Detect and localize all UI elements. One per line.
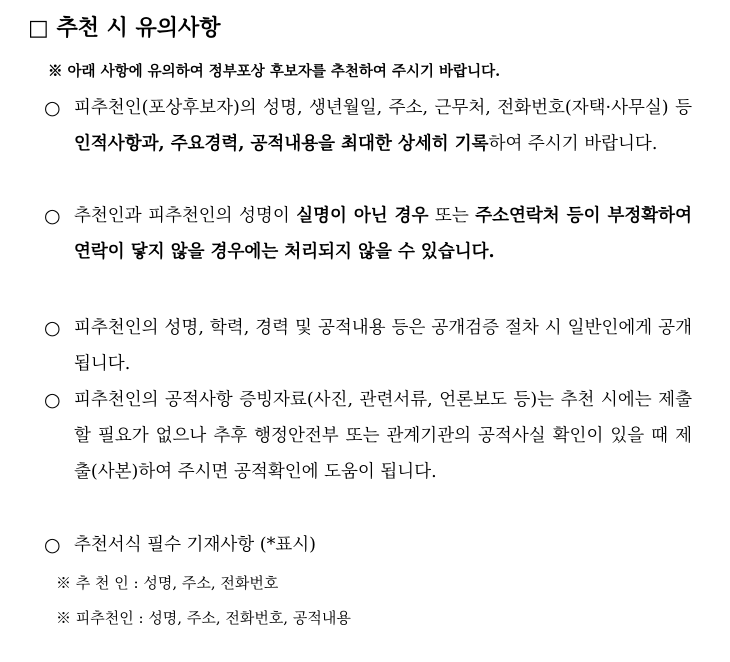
item-text: 추천인과 피추천인의 성명이 실명이 아닌 경우 또는 주소연락처 등이 부정확하여 연락이 닿지 않을 경우에는 처리되지 않을 수 있습니다.: [74, 206, 692, 262]
notice-text: ※ 아래 사항에 유의하여 정부포상 후보자를 추천하여 주시기 바랍니다.: [48, 63, 501, 80]
item-emphasis: 주소연락처 등이 부정확하여 연락이 닿지 않을 경우에는 처리되지 않을 수 있습니다.: [74, 206, 692, 262]
list-item: [44, 90, 692, 162]
circle-bullet-icon: ○: [44, 534, 61, 556]
requirement-nominee: ※ 피추천인 : 성명, 주소, 전화번호, 공적내용: [56, 609, 351, 627]
item-emphasis: 실명이 아닌 경우: [296, 206, 429, 226]
item-text: 추천서식 필수 기재사항 (*표시): [74, 535, 316, 555]
requirement-recommender: ※ 추 천 인 : 성명, 주소, 전화번호: [56, 574, 279, 592]
list-item: [44, 198, 692, 270]
list-item: [44, 527, 692, 563]
circle-bullet-icon: ○: [44, 317, 61, 339]
item-text: 피추천인의 공적사항 증빙자료(사진, 관련서류, 언론보도 등)는 추천 시에는 제출할 필요가 없으나 추후 행정안전부 또는 관계기관의 공적사실 확인이 있을 때 제출(사본)하여 주시면 공적확인에 도움이 됩니다.: [74, 390, 692, 482]
circle-bullet-icon: ○: [44, 205, 61, 227]
list-item: [44, 310, 692, 382]
circle-bullet-icon: ○: [44, 389, 61, 411]
item-emphasis: 인적사항과, 주요경력, 공적내용을 최대한 상세히 기록: [74, 134, 489, 154]
circle-bullet-icon: ○: [44, 97, 61, 119]
section-title: □ 추천 시 유의사항: [28, 16, 221, 41]
item-text: 피추천인(포상후보자)의 성명, 생년월일, 주소, 근무처, 전화번호(자택·사무실) 등 인적사항과, 주요경력, 공적내용을 최대한 상세히 기록하여 주시기 바랍니다.: [74, 98, 692, 154]
item-text: 피추천인의 성명, 학력, 경력 및 공적내용 등은 공개검증 절차 시 일반인에게 공개됩니다.: [74, 318, 692, 374]
list-item: [44, 382, 692, 490]
